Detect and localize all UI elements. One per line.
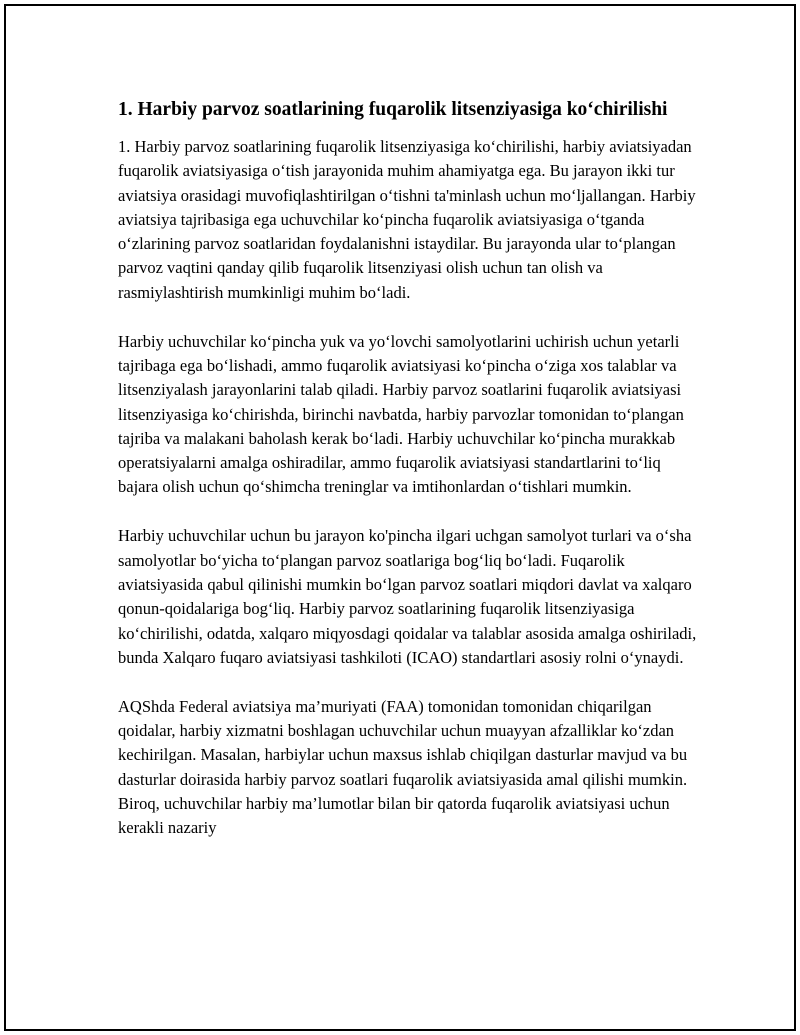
document-body xyxy=(118,98,698,865)
paragraph-2: Harbiy uchuvchilar ko‘pincha yuk va yo‘lovchi samolyotlarini uchirish uchun yetarli tajribaga ega bo‘lishadi, ammo fuqarolik aviatsiyasi ko‘pincha o‘ziga xos talablar va litsenziyalash jarayonlarini talab qiladi. Harbiy parvoz soatlarini fuqarolik aviatsiyasi litsenziyasiga ko‘chirishda, birinchi navbatda, harbiy parvozlar tomonidan to‘plangan tajriba va malakani baholash kerak bo‘ladi. Harbiy uchuvchilar ko‘pincha murakkab operatsiyalarni amalga oshiradilar, ammo fuqarolik aviatsiyasi standartlarini to‘liq bajara olish uchun qo‘shimcha treninglar va imtihonlardan o‘tishlari mumkin. xyxy=(118,331,684,497)
paragraph-1: 1. Harbiy parvoz soatlarining fuqarolik litsenziyasiga ko‘chirilishi, harbiy aviatsiyadan fuqarolik aviatsiyasiga o‘tish jarayonida muhim ahamiyatga ega. Bu jarayon ikki tur aviatsiya orasidagi muvofiqlashtirilgan o‘tishni ta'minlash uchun mo‘ljallangan. Harbiy aviatsiya tajribasiga ega uchuvchilar ko‘pincha fuqarolik aviatsiyasiga o‘tganda o‘zlarining parvoz soatlaridan foydalanishni istaydilar. Bu jarayonda ular to‘plangan parvoz vaqtini qanday qilib fuqarolik litsenziyasi olish uchun tan olish va rasmiylashtirish mumkinligi muhim bo‘ladi. xyxy=(118,137,696,302)
paragraph-3: Harbiy uchuvchilar uchun bu jarayon ko'pincha ilgari uchgan samolyot turlari va o‘sha samolyotlar bo‘yicha to‘plangan parvoz soatlariga bog‘liq bo‘ladi. Fuqarolik aviatsiyasida qabul qilinishi mumkin bo‘lgan parvoz soatlari miqdori davlat va xalqaro qonun-qoidalariga bog‘liq. Harbiy parvoz soatlarining fuqarolik litsenziyasiga ko‘chirilishi, odatda, xalqaro miqyosdagi qoidalar va talablar asosida amalga oshiriladi, bunda Xalqaro fuqaro aviatsiyasi tashkiloti (ICAO) standartlari asosiy rolni o‘ynaydi. xyxy=(118,526,697,667)
paragraph-4: AQShda Federal aviatsiya ma’muriyati (FAA) tomonidan tomonidan chiqarilgan qoidalar, harbiy xizmatni boshlagan uchuvchilar uchun muayyan afzalliklar ko‘zdan kechirilgan. Masalan, harbiylar uchun maxsus ishlab chiqilgan dasturlar mavjud va bu dasturlar doirasida harbiy parvoz soatlari fuqarolik aviatsiyasida amal qilishi mumkin. Biroq, uchuvchilar harbiy ma’lumotlar bilan bir qatorda fuqarolik aviatsiyasi uchun kerakli nazariy xyxy=(118,696,688,838)
page-frame xyxy=(4,4,796,1031)
document-title: 1. Harbiy parvoz soatlarining fuqarolik litsenziyasiga ko‘chirilishi xyxy=(118,99,668,120)
